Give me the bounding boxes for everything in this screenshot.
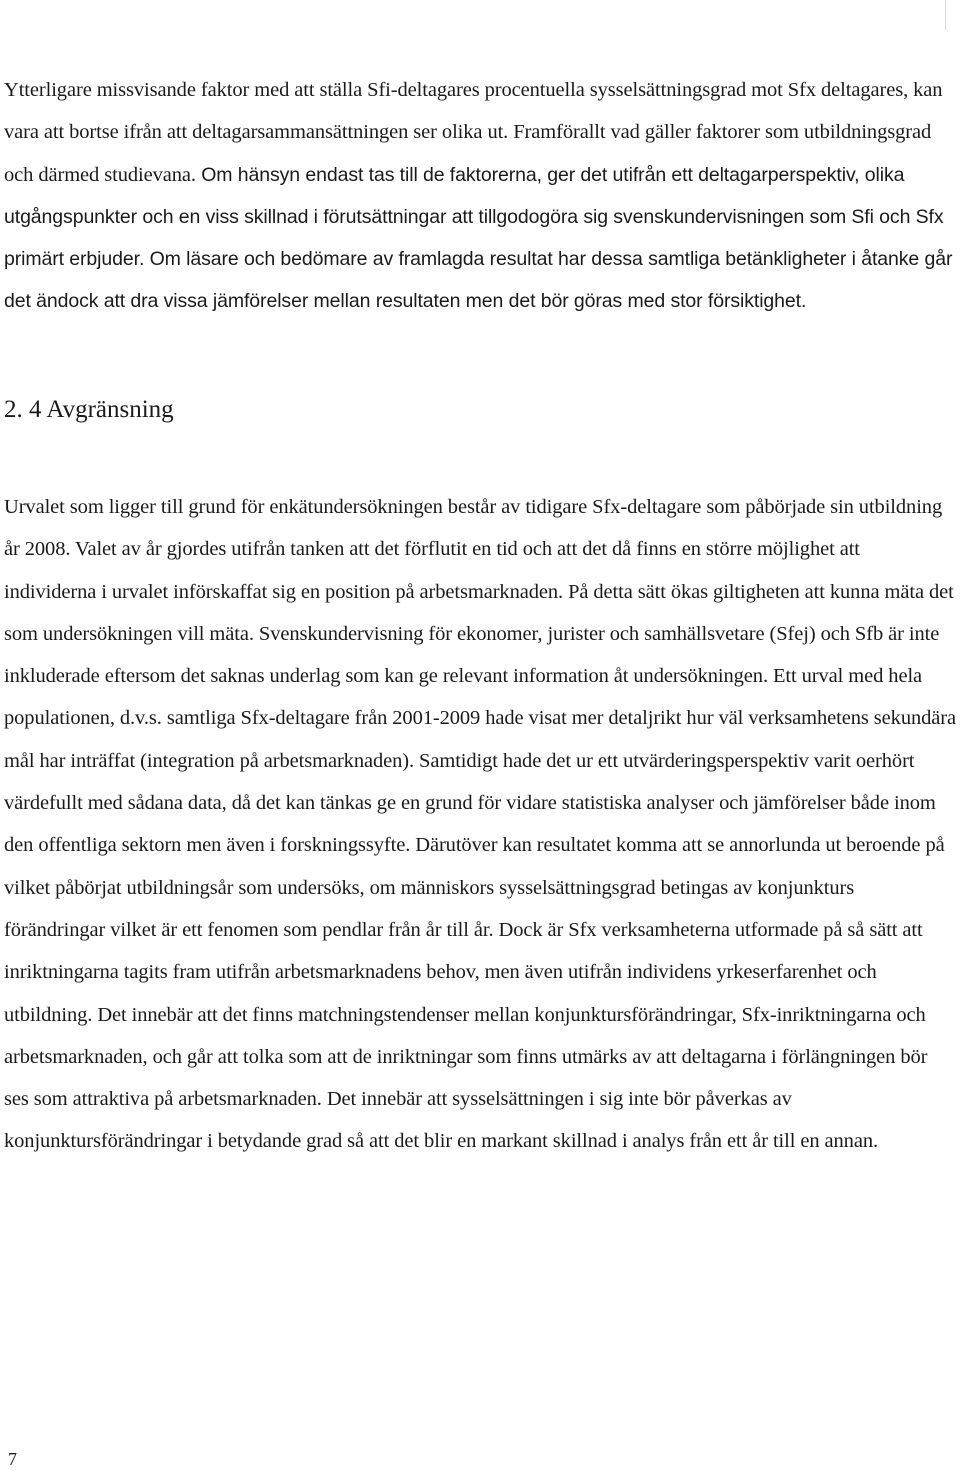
section-heading: 2. 4 Avgränsning xyxy=(4,396,174,423)
paragraph-limitations-serif-text: Ytterligare missvisande faktor med att ställa Sfi-deltagares procentuella sysselsättningsgrad mot Sfx deltagares, kan vara att bortse ifrån att deltagarsammansättningen ser olika ut. Framförallt vad gäller faktorer som utbildningsgrad och därmed studievana. xyxy=(4,79,943,186)
page-number: 7 xyxy=(8,1449,17,1469)
paragraph-limitations-sans-text: Om hänsyn endast tas till de faktorerna, ger det utifrån ett deltagarperspektiv, olika utgångspunkter och en viss skillnad i förutsättningar att tillgodogöra sig svenskundervisningen som Sfi och Sfx primärt erbjuder. Om läsare och bedömare av framlagda resultat har dessa samtliga betänkligheter i åtanke går det ändock att dra vissa jämförelser mellan resultaten men det bör göras med stor försiktighet. xyxy=(4,163,953,313)
page-edge-mark xyxy=(945,0,946,30)
paragraph-delimitation: Urvalet som ligger till grund för enkätundersökningen består av tidigare Sfx-deltagare som påbörjade sin utbildning år 2008. Valet av år gjordes utifrån tanken att det förflutit en tid och att det då finns en större möjlighet att individerna i urvalet införskaffat sig en position på arbetsmarknaden. På detta sätt ökas giltigheten att kunna mäta det som undersökningen vill mäta. Svenskundervisning för ekonomer, jurister och samhällsvetare (Sfej) och Sfb är inte inkluderade eftersom det saknas underlag som kan ge relevant information åt undersökningen. Ett urval med hela populationen, d.v.s. samtliga Sfx-deltagare från 2001-2009 hade visat mer detaljrikt hur väl verksamhetens sekundära mål har inträffat (integration på arbetsmarknaden). Samtidigt hade det ur ett utvärderingsperspektiv varit oerhört värdefullt med sådana data, då det kan tänkas ge en grund för vidare statistiska analyser och jämförelser både inom den offentliga sektorn men även i forskningssyfte. Därutöver kan resultatet komma att se annorlunda ut beroende på vilket påbörjat utbildningsår som undersöks, om människors sysselsättningsgrad betingas av konjunkturs förändringar vilket är ett fenomen som pendlar från år till år. Dock är Sfx verksamheterna utformade på så sätt att inriktningarna tagits fram utifrån arbetsmarknadens behov, men även utifrån individens yrkeserfarenhet och utbildning. Det innebär att det finns matchningstendenser mellan konjunktursförändringar, Sfx-inriktningarna och arbetsmarknaden, och går att tolka som att de inriktningar som finns utmärks av att deltagarna i förlängningen bör ses som attraktiva på arbetsmarknaden. Det innebär att sysselsättningen i sig inte bör påverkas av konjunktursförändringar i betydande grad så att det blir en markant skillnad i analys från ett år till en annan. xyxy=(4,496,956,1153)
paragraph-limitations xyxy=(4,69,956,323)
